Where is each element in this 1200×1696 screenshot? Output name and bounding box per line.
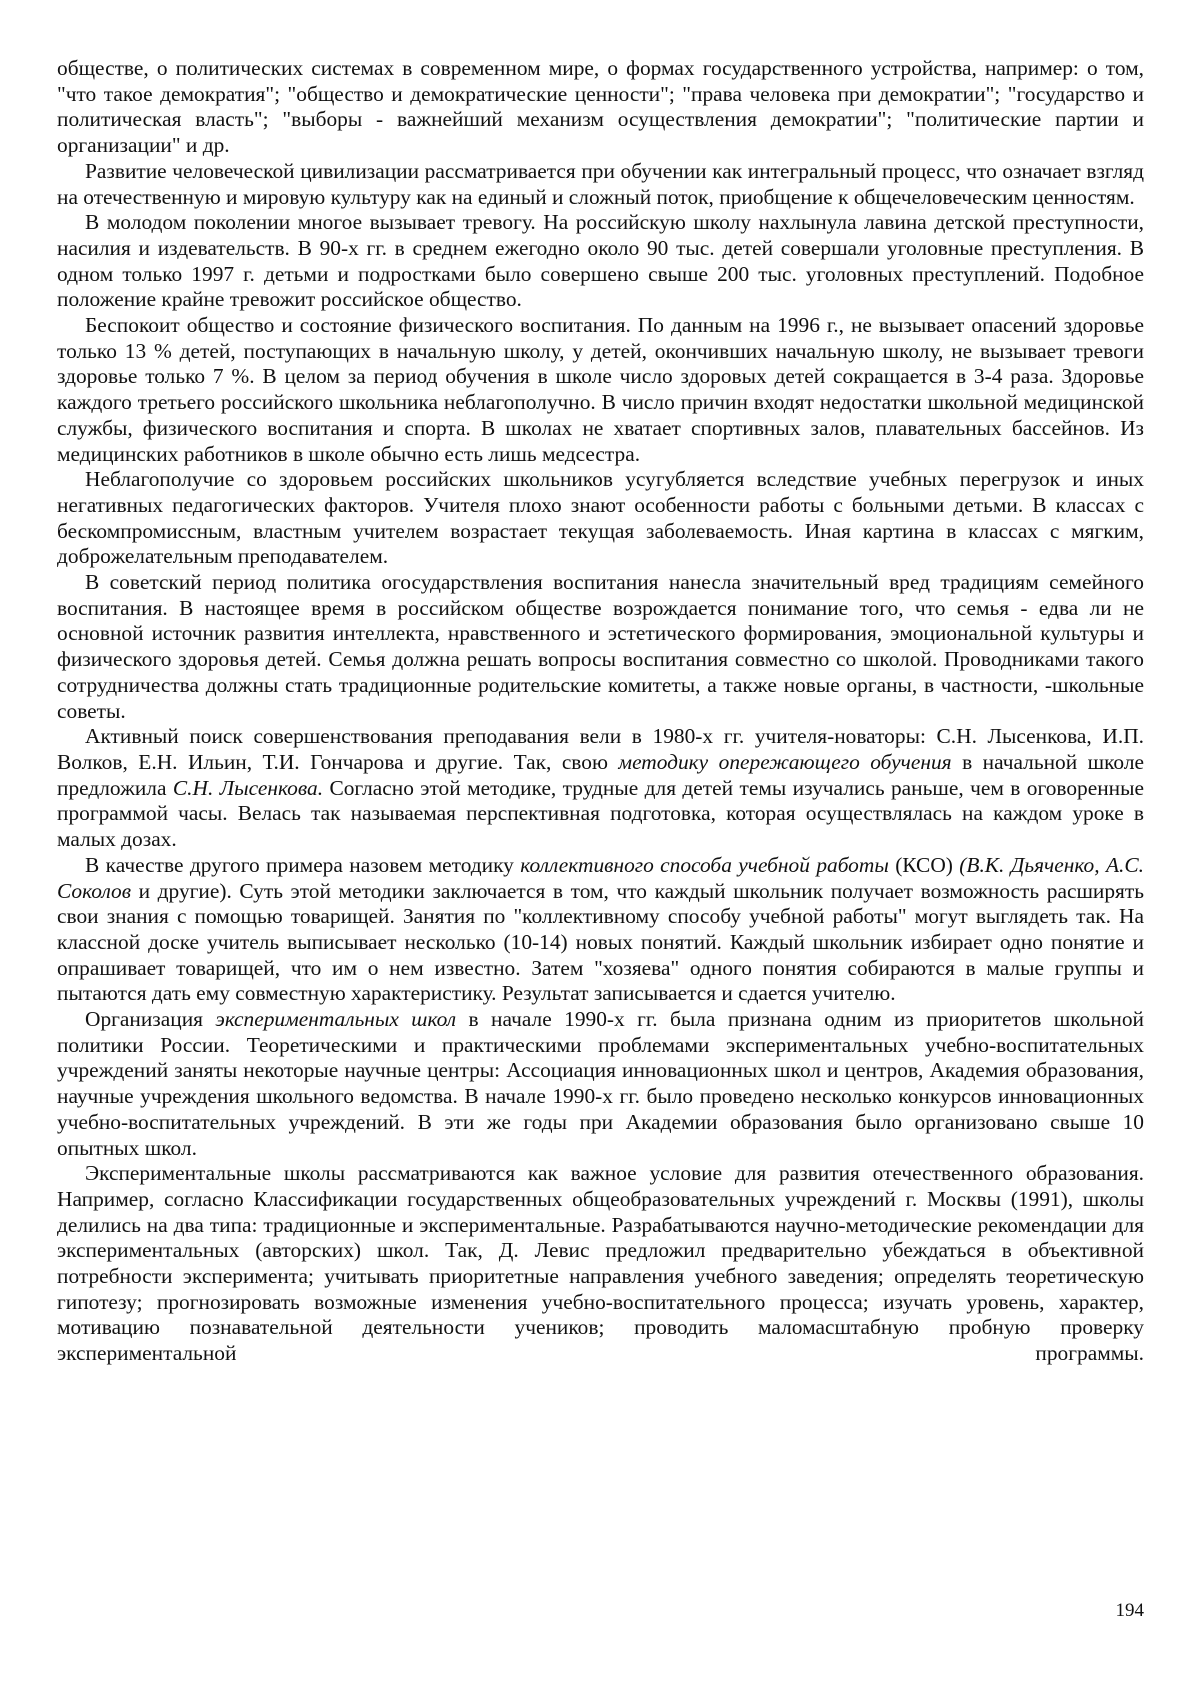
paragraph-text: Согласно этой методике, трудные для детей темы изучались раньше, чем в оговоренные программой часы. Велась так называемая перспективная подготовка, которая осуществлялась на каждом уроке в малых дозах. <box>57 775 1144 852</box>
paragraph-text: и другие). Суть этой методики заключается в том, что каждый школьник получает возможность расширять свои знания с помощью товарищей. Занятия по "коллективному способу учебной работы" могут выглядеть так. На классной доске учитель выписывает несколько (10-14) новых понятий. Каждый школьник избирает одно понятие и опрашивает товарищей, что им о нем известно. Затем "хозяева" одного понятия собираются в малые группы и пытаются дать ему совместную характеристику. Результат записывается и сдается учителю. <box>57 878 1144 1006</box>
paragraph-text: Неблагополучие со здоровьем российских школьников усугубляется вследствие учебных перегрузок и иных негативных педагогических факторов. Учителя плохо знают особенности работы с больными детьми. В классах с бескомпромиссным, властным учителем возрастает текущая заболеваемость. Иная картина в классах с мягким, доброжелательным преподавателем. <box>57 467 1144 569</box>
paragraph-text: В качестве другого примера назовем методику <box>85 852 521 877</box>
paragraph-text: Экспериментальные школы рассматриваются как важное условие для развития отечественного образования. Например, согласно Классификации государственных общеобразовательных учреждений г. Москвы (1991), школы делились на два типа: традиционные и экспериментальные. Разрабатываются научно-методические рекомендации для экспериментальных (авторских) школ. Так, Д. Левис предложил предварительно убеждаться в объективной потребности эксперимента; учитывать приоритетные направления учебного заведения; определять теоретическую гипотезу; прогнозировать возможные изменения учебно-воспитательного процесса; изучать уровень, характер, мотивацию познавательной деятельности учеников; проводить маломасштабную пробную проверку экспериментальной программы. <box>57 1161 1144 1366</box>
paragraph-1 <box>57 56 1144 159</box>
italic-term: методику опережающего обучения <box>618 749 952 774</box>
page-number: 194 <box>1115 1600 1144 1621</box>
italic-author: (В.К. Дьяченко, А.С. Соколов <box>57 852 1144 903</box>
paragraph-text: (КСО) <box>888 852 960 877</box>
italic-author: С.Н. Лысенкова. <box>172 775 324 800</box>
paragraph-10 <box>57 1161 1144 1367</box>
paragraph-9 <box>57 1007 1144 1161</box>
paragraph-text: в начале 1990-х гг. была признана одним из приоритетов школьной политики России. Теоретическими и практическими проблемами экспериментальных учебно-воспитательных учреждений заняты некоторые научные центры: Ассоциация инновационных школ и центров, Академия образования, научные учреждения школьного ведомства. В начале 1990-х гг. было проведено несколько конкурсов инновационных учебно-воспитательных учреждений. В эти же годы при Академии образования было организовано свыше 10 опытных школ. <box>57 1007 1144 1160</box>
paragraph-6 <box>57 570 1144 724</box>
paragraph-text: в начальной школе предложила <box>57 749 1145 800</box>
italic-term: коллективного способа учебной работы <box>520 852 889 877</box>
paragraph-8 <box>57 853 1144 1007</box>
paragraph-4 <box>57 313 1144 467</box>
paragraph-text: Активный поиск совершенствования преподавания вели в 1980-х гг. учителя-новаторы: С.Н. Лысенкова, И.П. Волков, Е.Н. Ильин, Т.И. Гончарова и другие. Так, свою <box>57 724 1144 774</box>
paragraph-7 <box>57 724 1144 853</box>
paragraph-text: Организация <box>85 1007 216 1032</box>
paragraph-text: Беспокоит общество и состояние физического воспитания. По данным на 1996 г., не вызывает опасений здоровье только 13 % детей, поступающих в начальную школу, у детей, окончивших начальную школу, не вызывает тревоги здоровье только 7 %. В целом за период обучения в школе число здоровых детей сокращается в 3-4 раза. Здоровье каждого третьего российского школьника неблагополучно. В число причин входят недостатки школьной медицинской службы, физического воспитания и спорта. В школах не хватает спортивных залов, плавательных бассейнов. Из медицинских работников в школе обычно есть лишь медсестра. <box>57 313 1144 466</box>
paragraph-text: В молодом поколении многое вызывает тревогу. На российскую школу нахлынула лавина детской преступности, насилия и издевательств. В 90-х гг. в среднем ежегодно около 90 тыс. детей совершали уголовные преступления. В одном только 1997 г. детьми и подростками было совершено свыше 200 тыс. уголовных преступлений. Подобное положение крайне тревожит российское общество. <box>57 210 1144 312</box>
paragraph-5 <box>57 467 1144 570</box>
paragraph-2 <box>57 159 1144 210</box>
paragraph-3 <box>57 210 1144 313</box>
italic-term: экспериментальных школ <box>215 1007 457 1032</box>
paragraph-text: Развитие человеческой цивилизации рассматривается при обучении как интегральный процесс, что означает взгляд на отечественную и мировую культуру как на единый и сложный поток, приобщение к общечеловеческим ценностям. <box>57 158 1144 209</box>
document-page <box>57 56 1144 1367</box>
paragraph-text: обществе, о политических системах в современном мире, о формах государственного устройства, например: о том, "что такое демократия"; "общество и демократические ценности"; "права человека при демократии"; "государство и политическая власть"; "выборы - важнейший механизм осуществления демократии"; "политические партии и организации" и др. <box>57 56 1144 158</box>
paragraph-text: В советский период политика огосударствления воспитания нанесла значительный вред традициям семейного воспитания. В настоящее время в российском обществе возрождается понимание того, что семья - едва ли не основной источник развития интеллекта, нравственного и эстетического формирования, эмоциональной культуры и физического здоровья детей. Семья должна решать вопросы воспитания совместно со школой. Проводниками такого сотрудничества должны стать традиционные родительские комитеты, а также новые органы, в частности, -школьные советы. <box>57 570 1144 723</box>
